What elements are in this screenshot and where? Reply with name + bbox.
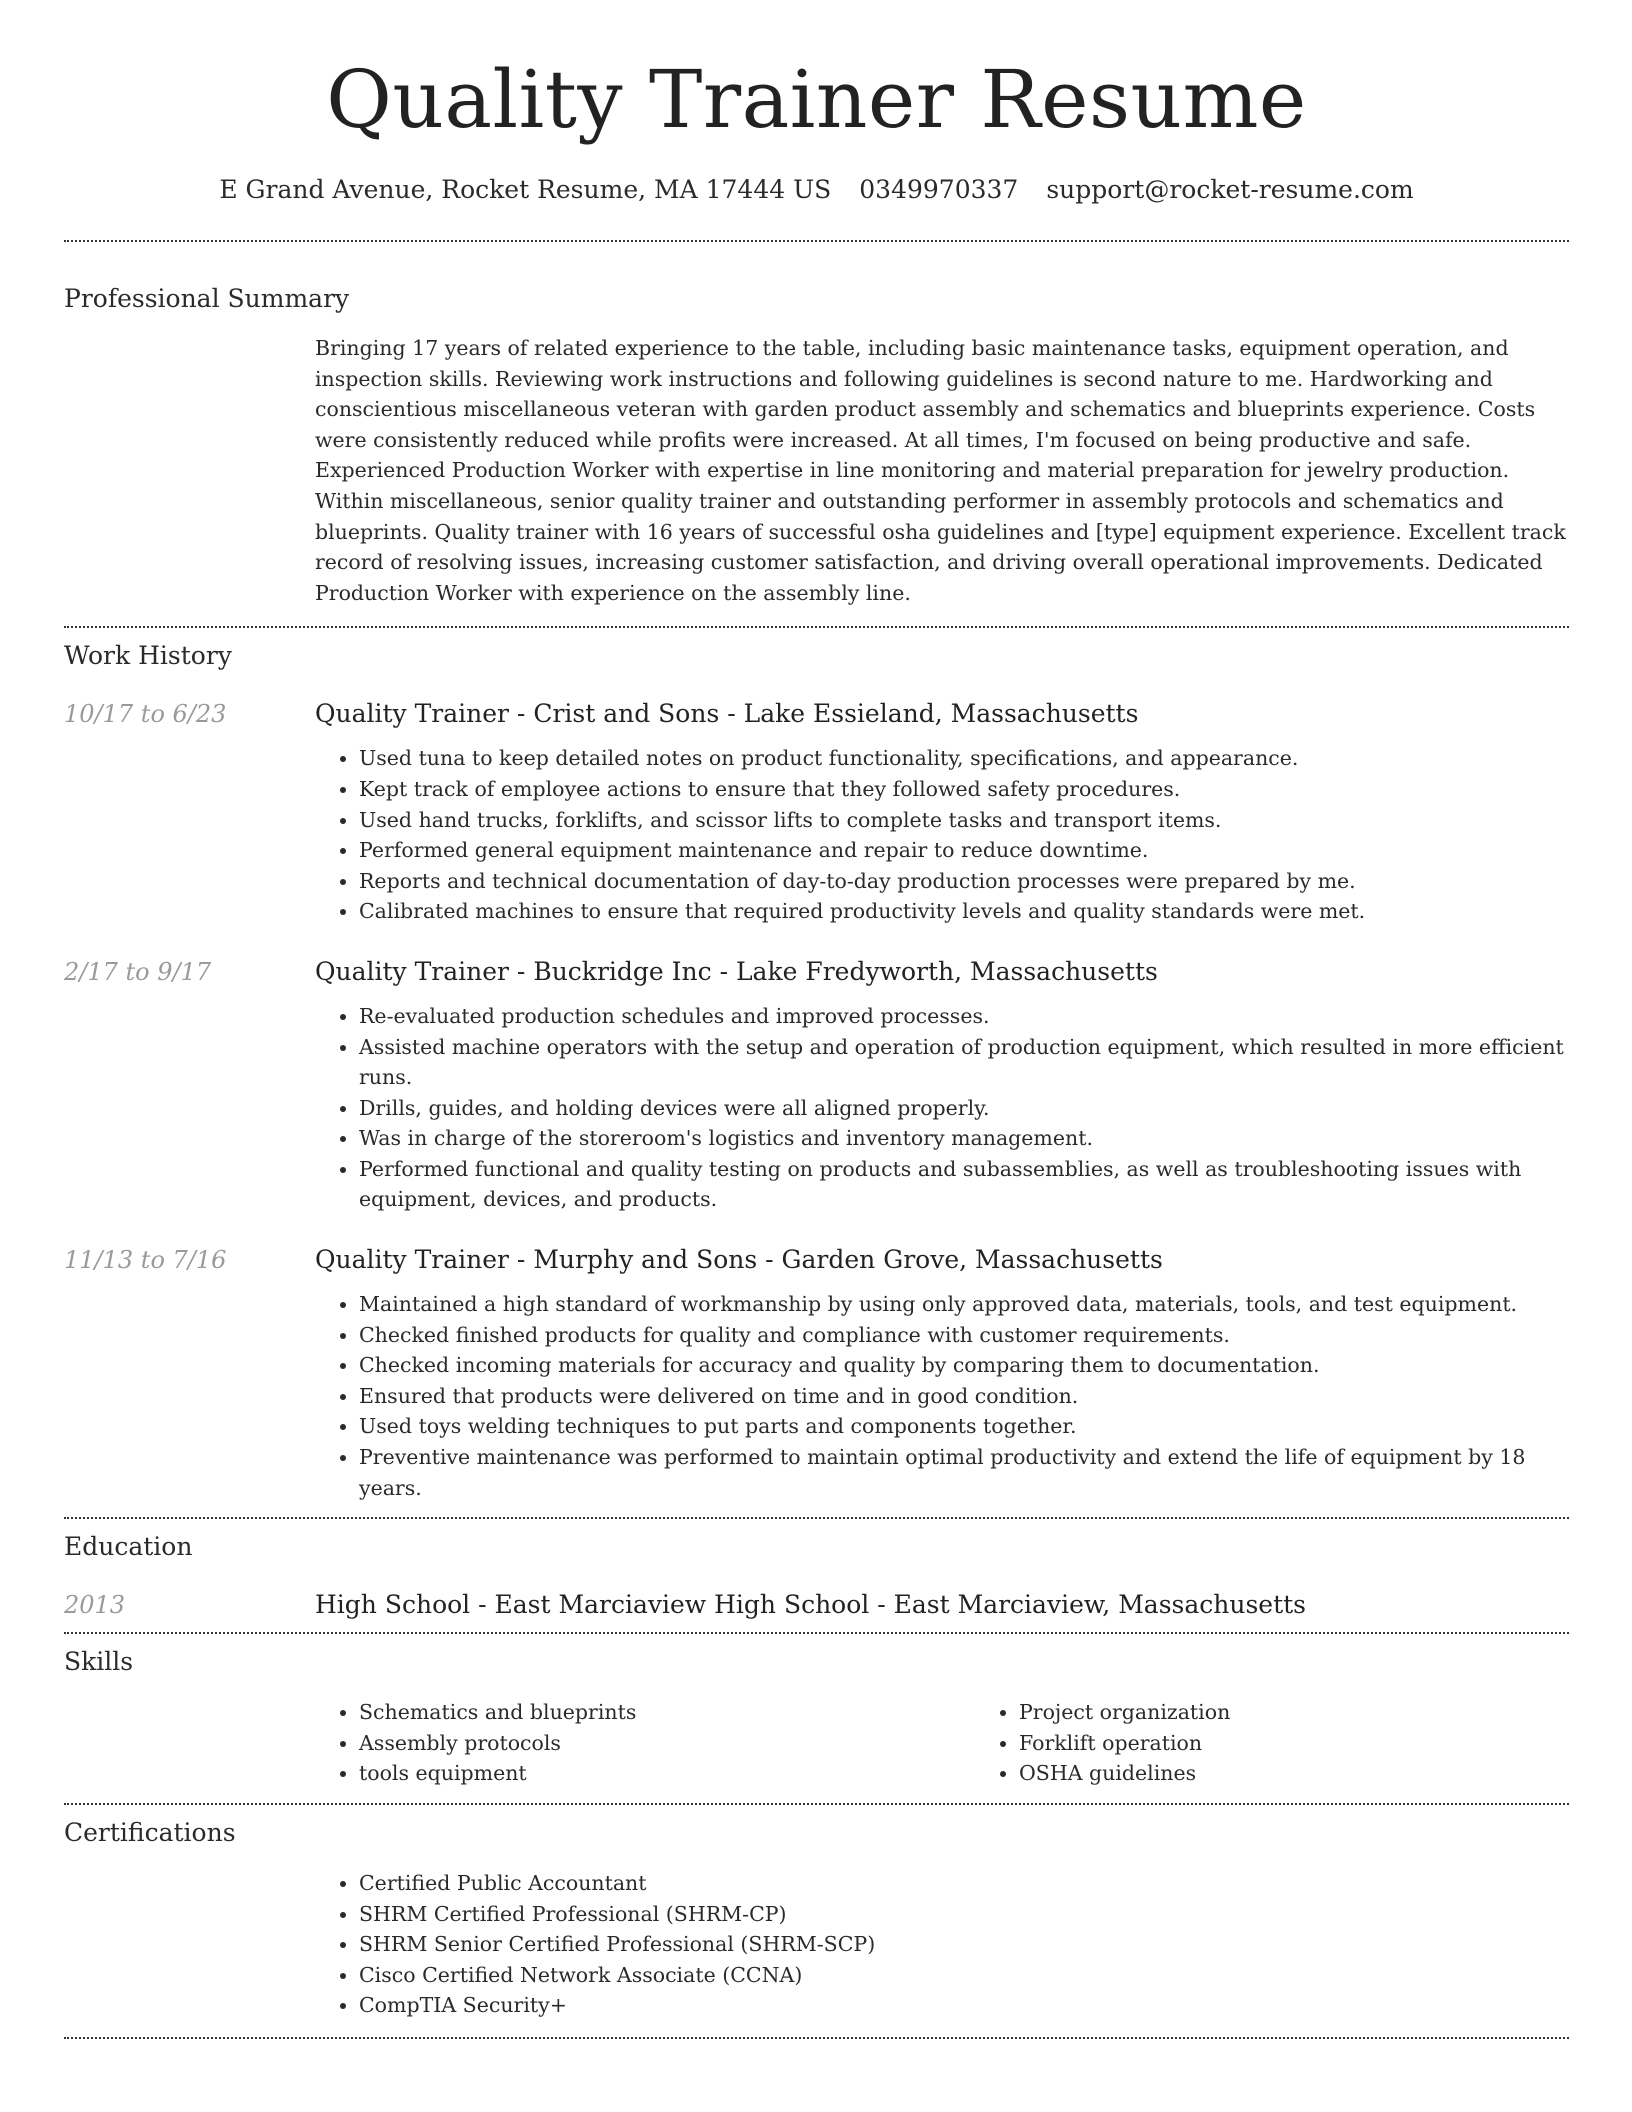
certification-item: • Certified Public Accountant [359,1868,1569,1899]
contact-address: E Grand Avenue, Rocket Resume, MA 17444 US [219,175,832,204]
job-bullets [315,1289,1569,1503]
job-bullet: • Checked finished products for quality and compliance with customer requirements. [359,1320,1569,1351]
skills-grid [315,1697,1569,1789]
job-bullet: • Maintained a high standard of workmanship by using only approved data, materials, tools, and test equipment. [359,1289,1569,1320]
job-bullet: • Assisted machine operators with the setup and operation of production equipment, which resulted in more efficient runs. [359,1032,1569,1093]
skill-item: • Schematics and blueprints [359,1697,975,1728]
job-bullet: • Drills, guides, and holding devices were all aligned properly. [359,1093,1569,1124]
skill-item: • Forklift operation [1019,1728,1230,1759]
job-bullet: • Preventive maintenance was performed to maintain optimal productivity and extend the life of equipment by 18 years. [359,1442,1569,1503]
skill-item: • OSHA guidelines [1019,1758,1230,1789]
job-title: Quality Trainer - Buckridge Inc - Lake Fredyworth, Massachusetts [315,956,1158,986]
work-history-heading: Work History [64,641,232,671]
job-title: Quality Trainer - Crist and Sons - Lake Essieland, Massachusetts [315,699,1139,729]
summary-section [64,242,1569,608]
resume-page [64,0,1569,2039]
job-bullets [315,743,1569,927]
skills-section [64,1634,1569,1789]
job-bullet: • Was in charge of the storeroom's logistics and inventory management. [359,1123,1569,1154]
work-history-section [64,628,1569,1503]
contact-email[interactable]: support@rocket-resume.com [1046,175,1414,204]
certification-item: • CompTIA Security+ [359,1990,1569,2021]
job-bullet: • Reports and technical documentation of day-to-day production processes were prepared by me. [359,866,1569,897]
job-bullet: • Kept track of employee actions to ensure that they followed safety procedures. [359,774,1569,805]
job-entry [64,955,1569,1215]
certifications-heading: Certifications [64,1818,236,1847]
job-bullet: • Used tuna to keep detailed notes on product functionality, specifications, and appearance. [359,743,1569,774]
certification-item: • SHRM Certified Professional (SHRM-CP) [359,1899,1569,1930]
certifications-section [64,1805,1569,2021]
resume-title: Quality Trainer Resume [326,53,1307,146]
job-bullet: • Used toys welding techniques to put parts and components together. [359,1411,1569,1442]
skills-column-left [315,1697,975,1789]
education-section [64,1519,1569,1622]
contact-phone: 0349970337 [859,175,1019,204]
skill-item: • Project organization [1019,1697,1230,1728]
education-heading: Education [64,1532,193,1562]
skills-heading: Skills [64,1647,134,1677]
certification-item: • SHRM Senior Certified Professional (SHRM-SCP) [359,1929,1569,1960]
certifications-list [315,1868,1569,2021]
job-entry [64,697,1569,927]
job-dates: 10/17 to 6/23 [64,700,227,729]
job-bullet: • Calibrated machines to ensure that required productivity levels and quality standards were met. [359,896,1569,927]
section-divider [64,2037,1569,2039]
summary-heading: Professional Summary [64,284,350,313]
skills-column-right [975,1697,1230,1789]
job-bullet: • Performed general equipment maintenance and repair to reduce downtime. [359,835,1569,866]
job-bullet: • Performed functional and quality testing on products and subassemblies, as well as troubleshooting issues with equipment, devices, and products. [359,1154,1569,1215]
education-year: 2013 [64,1591,126,1620]
job-bullet: • Ensured that products were delivered on time and in good condition. [359,1381,1569,1412]
job-dates: 2/17 to 9/17 [64,957,212,986]
job-bullet: • Re-evaluated production schedules and improved processes. [359,1001,1569,1032]
skill-item: • tools equipment [359,1758,975,1789]
certification-item: • Cisco Certified Network Associate (CCNA) [359,1960,1569,1991]
job-dates: 11/13 to 7/16 [64,1246,227,1275]
job-entry [64,1243,1569,1503]
job-bullet: • Used hand trucks, forklifts, and scissor lifts to complete tasks and transport items. [359,805,1569,836]
contact-line [64,172,1569,208]
education-entry: High School - East Marciaview High School - East Marciaview, Massachusetts [315,1590,1307,1620]
skill-item: • Assembly protocols [359,1728,975,1759]
job-title: Quality Trainer - Murphy and Sons - Garden Grove, Massachusetts [315,1245,1163,1275]
job-bullets [315,1001,1569,1215]
summary-text: Bringing 17 years of related experience to the table, including basic maintenance tasks, equipment operation, and inspection skills. Reviewing work instructions and following guidelines is second nature to me. Hardworking and conscientious miscellaneous veteran with garden product assembly and schematics and blueprints experience. Costs were consistently reduced while profits were increased. At all times, I'm focused on being productive and safe. Experienced Production Worker with expertise in line monitoring and material preparation for jewelry production. Within miscellaneous, senior quality trainer and outstanding performer in assembly protocols and schematics and blueprints. Quality trainer with 16 years of successful osha guidelines and [type] equipment experience. Excellent track record of resolving issues, increasing customer satisfaction, and driving overall operational improvements. Dedicated Production Worker with experience on the assembly line. [315,336,1566,605]
job-bullet: • Checked incoming materials for accuracy and quality by comparing them to documentation. [359,1350,1569,1381]
